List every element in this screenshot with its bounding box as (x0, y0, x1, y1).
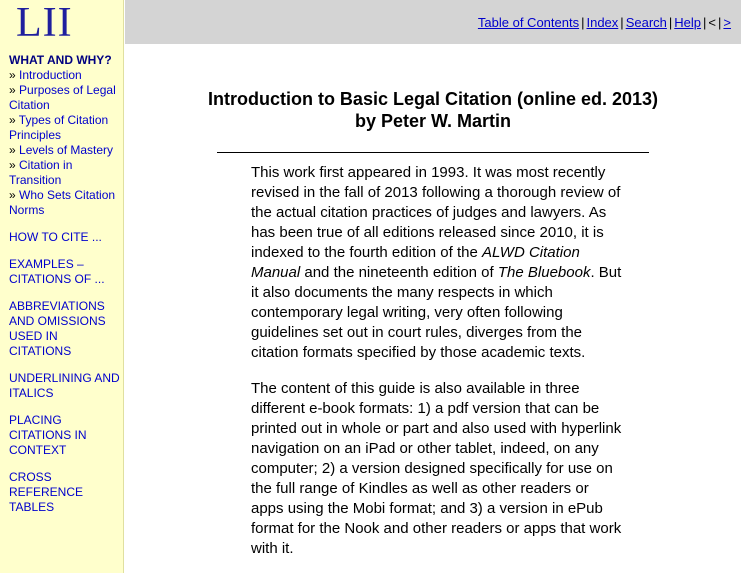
page-title (125, 88, 741, 132)
sidebar-heading: WHAT AND WHY? (9, 53, 112, 67)
sidebar-link-levels[interactable]: » Levels of Mastery (9, 143, 114, 157)
sidebar-link-norms[interactable]: » Who Sets Citation Norms (9, 188, 116, 217)
help-link[interactable]: Help (674, 15, 702, 30)
title-line-2: by Peter W. Martin (354, 111, 512, 131)
sidebar-link-introduction[interactable]: » Introduction (9, 68, 82, 82)
sidebar-section-placing[interactable]: PLACING CITATIONS IN CONTEXT (9, 413, 87, 457)
sidebar-link-purposes[interactable]: » Purposes of Legal Citation (9, 83, 116, 112)
prev-link[interactable]: < (708, 15, 717, 30)
top-nav: Table of Contents | Index | Search | Help | < | > (477, 15, 731, 30)
sidebar-section-examples[interactable]: EXAMPLES – CITATIONS OF ... (9, 257, 105, 286)
paragraph-2: The content of this guide is also available in three different e-book formats: 1) a pdf version that can be printed out in whole or part and also used with hyperlink navigation on an iPad or other tablet, indeed, on any computer; 2) a version designed specifically for use on the full range of Kindles as well as other readers or apps using the Mobi format; and 3) a version in ePub format for the Nook and other readers or apps that work with it. (251, 380, 622, 557)
sidebar (0, 0, 124, 573)
sidebar-section-how-to-cite[interactable]: HOW TO CITE ... (9, 230, 102, 244)
next-link[interactable]: > (723, 15, 731, 30)
sidebar-section-abbreviations[interactable]: ABBREVIATIONS AND OMISSIONS USED IN CITATIONS (9, 299, 106, 358)
title-line-1: Introduction to Basic Legal Citation (online ed. 2013) (207, 89, 659, 109)
paragraph-1: This work first appeared in 1993. It was most recently revised in the fall of 2013 following a thorough review of the actual citation practices of judges and lawyers. As has been true of all editions released since 2010, it is indexed to the fourth edition of the ALWD Citation Manual and the nineteenth edition of The Bluebook. But it also documents the many respects in which contemporary legal writing, very often following guidelines set out in court rules, diverges from the citation formats specified by those academic texts. (251, 164, 622, 361)
top-bar (125, 0, 741, 44)
lii-logo[interactable]: LII (16, 0, 73, 46)
sidebar-nav (9, 53, 121, 515)
bluebook-title: The Bluebook (497, 264, 591, 281)
main-content (251, 163, 623, 575)
toc-link[interactable]: Table of Contents (477, 15, 580, 30)
sidebar-link-types[interactable]: » Types of Citation Principles (9, 113, 109, 142)
sidebar-link-transition[interactable]: » Citation in Transition (9, 158, 73, 187)
divider (217, 152, 649, 153)
sidebar-section-cross-reference[interactable]: CROSS REFERENCE TABLES (9, 470, 84, 514)
sidebar-section-underlining[interactable]: UNDERLINING AND ITALICS (9, 371, 120, 400)
alwd-title: ALWD Citation Manual (251, 244, 580, 281)
search-link[interactable]: Search (625, 15, 667, 30)
index-link[interactable]: Index (586, 15, 619, 30)
